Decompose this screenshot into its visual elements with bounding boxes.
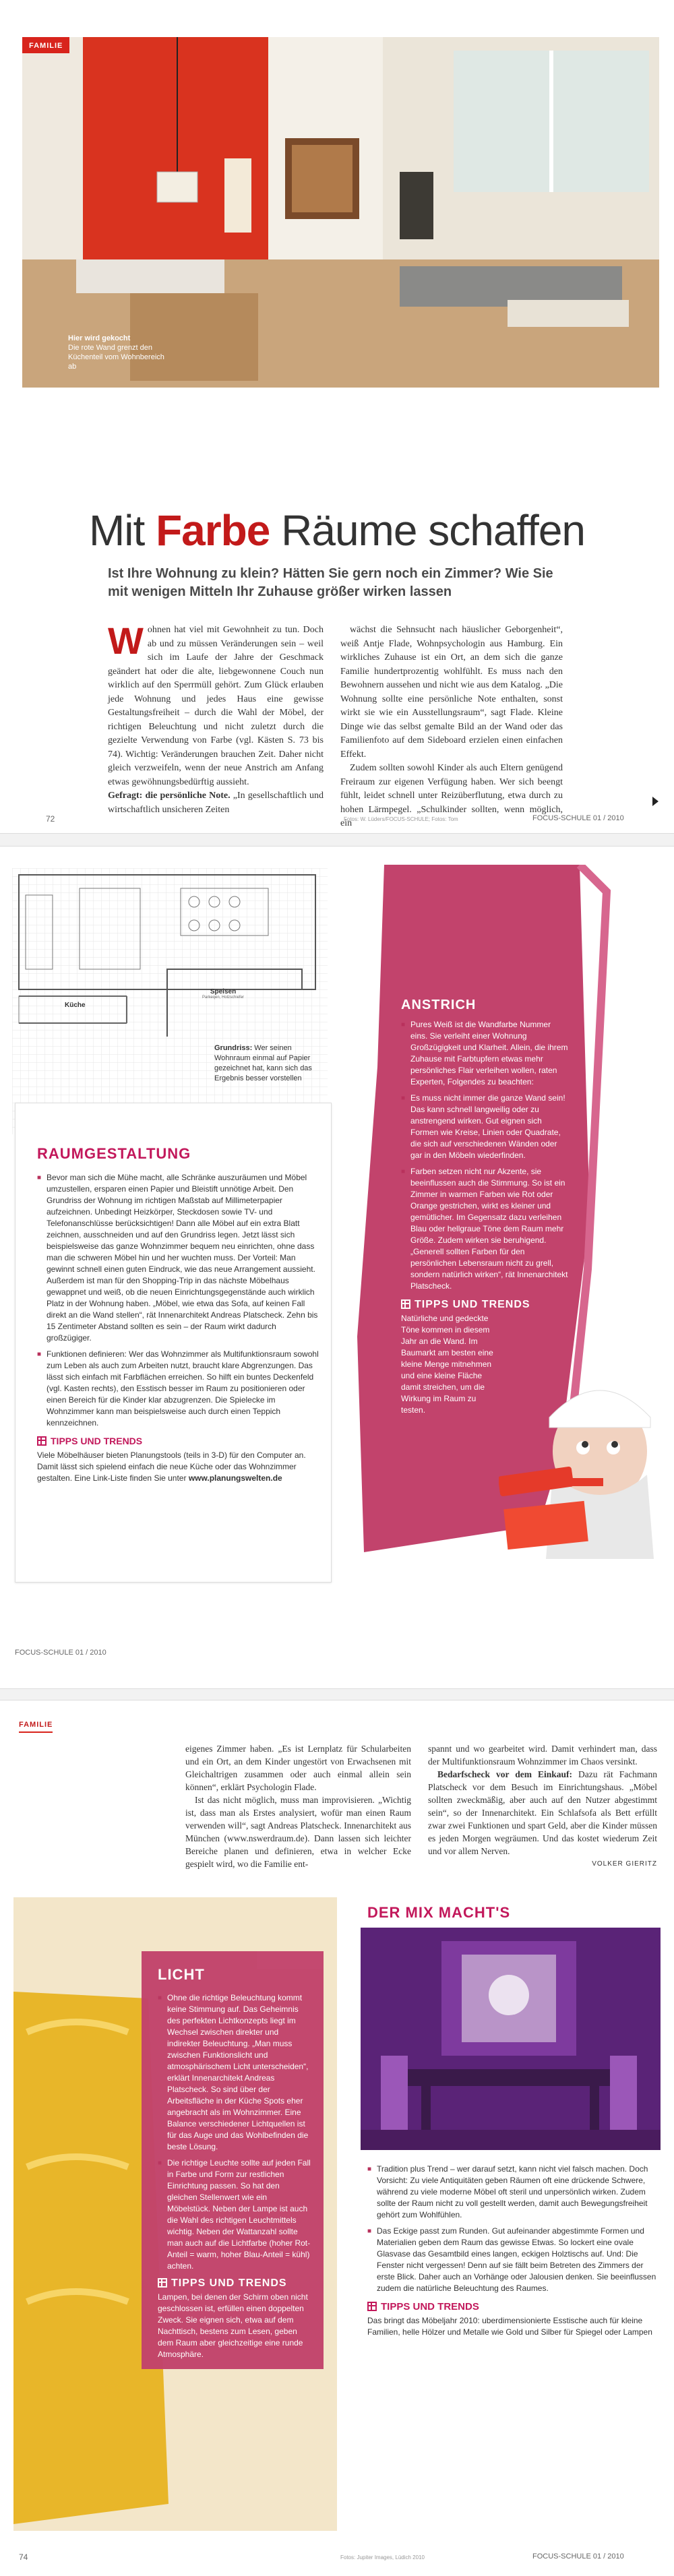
caption-title: Hier wird gekocht	[68, 334, 131, 342]
title-part-2: Farbe	[156, 506, 270, 555]
plan-label-speisen	[202, 988, 244, 1000]
licht-section	[13, 1897, 337, 2531]
photo-credit: Fotos: W. Lüders/FOCUS-SCHULE; Fotos: Tom	[344, 816, 458, 822]
p3-text-1b: Ist das nicht möglich, muss man improvisieren. „Wichtig ist, dass man als Erstes analysiert, wofür man einen Raum verwenden will“, sagt Andreas Platscheck. Innenarchitekt aus München (www.nswerdraum.de). Dann lassen sich leichter Bereiche planen und definieren, etwa in welcher Ecke gespielt wird, wo die Familie ent-	[185, 1795, 411, 1869]
floor-plan-drawing	[12, 868, 328, 1134]
mix-bullet-1: Tradition plus Trend – wer darauf setzt, kann nicht viel falsch machen. Doch Vorsicht: Zu viele Antiquitäten geben Räumen oft eine drückende Schwere, während zu viele moderne Möbel oft steril und unpersönlich wirken. Zudem sollte der Raum nicht zu voll gestellt werden, damit auch Bewegungsfreiheit gehört zum Wohlfühlen.	[377, 2164, 648, 2219]
grid-icon	[401, 1299, 410, 1309]
raum-bullet-1: Bevor man sich die Mühe macht, alle Schränke auszuräumen und Möbel umzustellen, ersparen einen Papier und Bleistift unnötige Arbeit. Den Grundriss der Wohnung im richtigen Maßstab auf Millimeterpapier aufzeichnen. Unbedingt Heizkörper, Steckdosen sowie TV- und Telefonanschlüsse berücksichtigen! Dann alle Möbel auf ein extra Blatt zeichnen, ausschneiden und auf den Grundriss legen.	[47, 1173, 307, 1239]
mix-body	[367, 2164, 657, 2338]
grid-icon	[37, 1436, 47, 1446]
mix-photo	[361, 1928, 661, 2150]
body-text-1: ohnen hat viel mit Gewohnheit zu tun. Doch ab und zu müssen Veränderungen sein – weil sich im Laufe der Jahre der Geschmack geändert hat oder die alte, liebgewonnene Couch nun wirklich auf den Sperrmüll gehört. Zum Glück erlauben jede Wohnung und jedes Haus eine gewisse Gestaltungsfreiheit – durch die Wahl der Möbel, der richtigen Beleuchtung und nicht zuletzt durch die gezielte Verwendung von Farbe (vgl. Kästen S. 73 bis 74). Wichtig: Veränderungen brauchen Zeit. Daher nicht gleich verzweifeln, wenn der neue Anstrich am Anfang etwas gewöhnungsbedürftig aussieht.	[108, 625, 324, 787]
mix-section	[361, 1897, 661, 2531]
caption-lead: Grundriss:	[214, 1044, 253, 1052]
p3-text-1: eigenes Zimmer haben. „Es ist Lernplatz für Schularbeiten und ein Ort, an dem Kinder ungestört von Erwachsenen mit Gleichaltrigen zusammen oder auch einmal allein sein können“, erklärt Psychologin Flade.	[185, 1744, 411, 1792]
page-divider	[0, 833, 674, 847]
body-column-1	[108, 619, 324, 817]
raum-bullet-2: Funktionen definieren: Wer das Wohnzimmer als Multifunktionsraum sowohl zum Leben als auch zum Arbeiten nutzt, braucht klare Abgrenzungen. Das lässt sich einfach mit Farbflächen erreichen. So hilft ein buntes Deckenfeld (vgl. Kasten rechts), den Esstisch besser im Raum zu positionieren oder einen Bereich für die Kinder klar abzugrenzen. Die Spielecke im Wohnzimmer kann man beispielsweise auch durch einen Teppich kennzeichnen.	[47, 1349, 319, 1428]
purple-room-illustration	[361, 1928, 661, 2150]
p3-column-1	[185, 1742, 411, 1870]
anstrich-title: ANSTRICH	[401, 998, 477, 1012]
tips-text: Viele Möbelhäuser bieten Planungstools (teils in 3-D) für den Computer an. Damit lässt sich spielend einfach die neue Küche oder das Wohnzimmer gestalten. Eine Link-Liste finden Sie unter	[37, 1450, 306, 1483]
licht-tips-heading	[158, 2277, 311, 2289]
section-kicker: FAMILIE	[29, 42, 63, 50]
folio-right-2: FOCUS-SCHULE 01 / 2010	[532, 2552, 624, 2560]
mix-title: DER MIX MACHT'S	[367, 1904, 511, 1921]
plan-label-speisen-title: Speisen	[210, 988, 237, 995]
anstrich-bullet-3: Farben setzen nicht nur Akzente, sie beeinflussen auch die Stimmung. So ist ein Zimmer in warmen Farben wie Rot oder Orange gestrichen, wirkt es kleiner und gemütlicher. Im Gegensatz dazu verleihen Blau oder hellgraue Töne dem Raum mehr Größe. Zudem wirken sie beruhigend. „Generell sollten Farben für den persönlichen Lebensraum nicht zu grell, sondern natürlich wirken“, rät Innenarchitekt Platscheck.	[410, 1167, 568, 1291]
page-divider-2	[0, 1688, 674, 1700]
section-kicker-2: FAMILIE	[19, 1721, 53, 1729]
tips-heading	[37, 1436, 319, 1447]
continue-arrow	[652, 797, 658, 806]
body-lead-1: Gefragt: die persönliche Note.	[108, 791, 231, 801]
plan-label-kueche: Küche	[65, 1002, 86, 1009]
licht-title: LICHT	[158, 1966, 205, 1983]
anstrich-tips-text: Natürliche und gedeckte Töne kommen in diesem Jahr an die Wand. Im Baumarkt am besten eine kleine Menge mitnehmen und eine kleine Fläche damit streichen, um die Wirkung im Raum zu testen.	[401, 1314, 493, 1415]
grid-icon	[367, 2302, 377, 2311]
caption-body: Wer seinen Wohnraum einmal auf Papier gezeichnet hat, kann sich das Ergebnis besser vorstellen	[214, 1044, 312, 1082]
author-byline: VOLKER GIERITZ	[592, 1860, 657, 1868]
anstrich-bullet-1: Pures Weiß ist die Wandfarbe Nummer eins. Sie verleiht einer Wohnung Großzügigkeit und Klarheit. Allein, die ihrem Zuhause mit Farbtupfern etwas mehr persönliches Flair verleihen wollen, raten Experten, Folgendes zu beachten:	[410, 1020, 568, 1086]
folio-74: 74	[19, 2552, 28, 2562]
raum-bullet-1b: Jetzt lässt sich beispielsweise das ganze Wohnzimmer bequem neu einrichten, ohne dass man die schweren Möbel hin und her wuchten muss. Der Vorteil: Man gewinnt schnell einen guten Eindruck, wie das neue Arrangement aussieht. Außerdem ist man für den Shopping-Trip in das nächste Möbelhaus gewappnet und weiß, ob die neuen Einrichtungsgegenstände auch wirklich Platz in der Wohnung haben. „Möbel, wie etwa das Sofa, auf keinen Fall direkt an die Wand stellen“, rät Innenarchitekt Andreas Platscheck. Zehn bis 15 Zentimeter Abstand sollten es sein – der Raum wirkt dadurch großzügiger.	[47, 1230, 318, 1343]
photo-credit-2: Fotos: Jupiter Images, Lüdich 2010	[340, 2554, 425, 2560]
floor-plan-caption	[214, 1043, 315, 1084]
raumgestaltung-body	[37, 1172, 319, 1484]
anstrich-tips-title: TIPPS UND TRENDS	[415, 1299, 530, 1310]
floor-plan	[12, 868, 328, 1134]
hero-photo	[22, 37, 659, 388]
folio-right: FOCUS-SCHULE 01 / 2010	[532, 814, 624, 822]
mix-tips-text: Das bringt das Möbeljahr 2010: uberdimensionierte Esstische auch für kleine Familien, helle Hölzer und Metalle wie Gold und Silber für Spiegel oder Lampen	[367, 2316, 652, 2337]
p3-lead-2: Bedarfscheck vor dem Einkauf:	[437, 1769, 573, 1779]
licht-tips-title: TIPPS UND TRENDS	[171, 2277, 287, 2289]
folio-73: FOCUS-SCHULE 01 / 2010	[15, 1649, 106, 1657]
licht-bullet-2: Die richtige Leuchte sollte auf jeden Fall in Farbe und Form zur restlichen Einrichtung passen. So hat den gleichen Stellenwert wie ein Möbelstück. Neben der Lampe ist auch die Wahl des richtigen Leuchtmittels wichtig. Neben der Wattanzahl sollte man auch auf die Lichtfarbe (hoher Rot-Anteil = warm, hoher Blau-Anteil = kühl) achten.	[167, 2158, 311, 2271]
p3-text-2b: Dazu rät Fachmann Platscheck vor dem Besuch im Einrichtungshaus. „Möbel sollten zweckmäßig, aber auch auf den Nutzer abgestimmt sein“, so der Innenarchitekt. Ein Schlafsofa als Bett erfüllt zwar zwei Funktionen und spart Geld, aber die Kinder müssen es jeden Morgen wegräumen. Und das kostet wiederum Zeit und vor allem Nerven.	[428, 1769, 657, 1856]
grid-icon	[158, 2278, 167, 2288]
section-tag-2	[19, 1718, 53, 1733]
dropcap: W	[108, 619, 144, 662]
mix-tips-title: TIPPS UND TRENDS	[381, 2301, 479, 2312]
p3-text-2: spannt und wo gearbeitet wird. Damit verhindert man, dass der Multifunktionsraum Wohnzimmer im Chaos versinkt.	[428, 1744, 657, 1767]
p3-column-2	[428, 1742, 657, 1870]
folio-left: 72	[46, 814, 55, 824]
page-title	[0, 505, 674, 555]
body-column-2	[340, 623, 563, 831]
title-part-3: Räume schaffen	[270, 506, 586, 555]
raumgestaltung-box	[15, 1103, 332, 1583]
page-72	[0, 0, 674, 832]
licht-tips-text: Lampen, bei denen der Schirm oben nicht geschlossen ist, erfüllen einen doppelten Zweck. Sie eignen sich, etwa auf dem Nachttisch, bestens zum Lesen, geben dem Raum aber gleichzeitige eine runde Atmosphäre.	[158, 2292, 308, 2359]
photo-caption	[68, 334, 169, 371]
subtitle: Ist Ihre Wohnung zu klein? Hätten Sie gern noch ein Zimmer? Wie Sie mit wenigen Mitteln Ihr Zuhause größer wirken lassen	[108, 566, 553, 599]
tips-title: TIPPS UND TRENDS	[51, 1436, 143, 1446]
plan-label-speisen-sub: Parkeqen, Holzschiefer	[202, 995, 245, 1000]
planungswelten-link[interactable]: www.planungswelten.de	[188, 1473, 282, 1483]
page-73	[0, 848, 674, 1687]
mix-bullet-2: Das Eckige passt zum Runden. Gut aufeinander abgestimmte Formen und Materialien geben dem Raum das gewisse Etwas. So lockert eine ovale Glasvase das Gesamtbild eines langen, eckigen Holztischs auf. Und: Die Fenster nicht vergessen! Denn auf sie fällt beim Betreten des Zimmers der erste Blick. Daher auch an Vorhänge oder Jalousien denken. Sie beeinflussen zudem die natürliche Beleuchtung des Raumes.	[377, 2226, 656, 2293]
caption-text: Die rote Wand grenzt den Küchenteil vom Wohnbereich ab	[68, 344, 164, 371]
licht-panel	[142, 1951, 324, 2369]
body-text-2b: Zudem sollten sowohl Kinder als auch Eltern genügend Freiraum zur eigenen Verfügung haben. Wer sich beengt fühlt, leidet schnell unter Reizüberflutung, etwa durch zu hohen Lärmpegel. „Schulkinder sollten, wenn möglich, ein	[340, 763, 563, 828]
body-text-2: wächst die Sehnsucht nach häuslicher Geborgenheit“, weiß Antje Flade, Wohnpsychologin aus Hamburg. Ein wirkliches Zuhause ist ein Ort, an dem sich die ganze Familie hundertprozentig wohlfühlt. Es muss nach den Bewohnern aussehen und nicht wie aus dem Katalog. „Die Wohnung sollte eine persönliche Note enthalten, sonst wirkt sie wie ein Ausstellungsraum“, sagt Flade. Kleine Dinge wie das selbst gemalte Bild an der Wand oder das Familienfoto auf dem Sideboard erzielen einen einfachen Effekt.	[340, 625, 563, 760]
page-74	[0, 1702, 674, 2576]
anstrich-panel	[337, 865, 659, 1633]
body-tail-1: „In gesellschaftlich und wirtschaftlich unsicheren Zeiten	[108, 791, 324, 815]
anstrich-bullet-2: Es muss nicht immer die ganze Wand sein! Das kann schnell langweilig oder zu anstrengend wirken. Gut eignen sich Formen wie Kreise, Linien oder Quadrate, die sich auf verschiedenen Wänden oder gar in den Möbeln wiederfinden.	[410, 1093, 565, 1160]
anstrich-tips-heading	[401, 1299, 570, 1310]
raumgestaltung-title: RAUMGESTALTUNG	[37, 1145, 191, 1162]
title-part-1: Mit	[88, 506, 156, 555]
licht-bullet-1: Ohne die richtige Beleuchtung kommt keine Stimmung auf. Das Geheimnis des perfekten Lichtkonzepts liegt im Wechsel zwischen direkter und indirekter Beleuchtung. „Man muss zwischen Funktionslicht und atmosphärischem Licht unterscheiden“, erklärt Innenarchitekt Andreas Platscheck. So sind über der Arbeitsfläche in der Küche Spots eher angebracht als im Wohnzimmer. Eine Balance verschiedener Lichtquellen ist für das Auge und das Wohlbefinden die beste Lösung.	[167, 1993, 309, 2151]
mix-tips-heading	[367, 2301, 657, 2312]
anstrich-content	[401, 1000, 570, 1416]
section-tag	[22, 37, 69, 53]
